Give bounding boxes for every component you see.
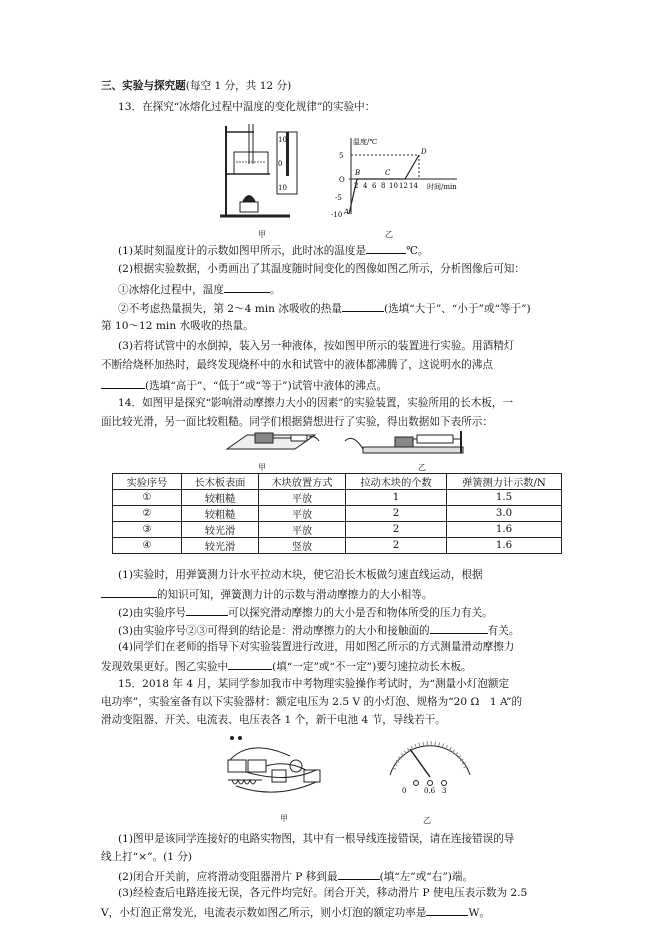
section-header [101, 79, 291, 93]
q14-part2: (2)由实验序号 可以探究滑动摩擦力的大小是否和物体所受的压力有关。 [118, 604, 493, 620]
q14-part3: (3)由实验序号②③可得到的结论是：滑动摩擦力的大小和接触面的 有关。 [118, 622, 519, 638]
q14-answer-blank-3[interactable] [430, 622, 488, 634]
table-row [113, 522, 562, 538]
q15-fig-jia-label: 甲 [280, 814, 288, 823]
q14-part4-line2: 发现效果更好。图乙实验中 (填“一定”或“不一定”)要匀速拉动长木板。 [101, 658, 472, 674]
q14-friction-fig-jia [225, 425, 325, 459]
q15-stem-line3: 滑动变阻器、开关、电流表、电压表各 1 个，新干电池 4 节，导线若干。 [101, 714, 446, 726]
table-cell: 1.6 [447, 522, 562, 538]
graph-point-b: B [355, 169, 361, 177]
table-header: 拉动木块的个数 [346, 474, 447, 490]
q15-fig-yi-label: 乙 [423, 816, 431, 825]
q13-part3-line1: (3)若将试管中的水倒掉，装入另一种液体，按如图甲所示的装置进行实验。用酒精灯 [118, 340, 515, 352]
thermo-tick-bottom: 10 [278, 184, 287, 192]
table-row [113, 490, 562, 506]
q14-fig-jia-label: 甲 [258, 463, 266, 472]
meter-terminal-06: 0.6 [424, 787, 436, 795]
graph-xtick-6: 6 [372, 182, 377, 190]
table-cell: 平放 [259, 506, 346, 522]
table-row [113, 506, 562, 522]
q13-apparatus-figure [220, 118, 300, 228]
q15-stem-line2: 电功率”，实验室备有以下实验器材：额定电压为 2.5 V 的小灯泡、规格为“20 Ω 1 A”的 [101, 696, 523, 708]
graph-ytick-5: 5 [339, 152, 344, 160]
q14-fig-yi-label: 乙 [418, 463, 426, 472]
table-cell: ① [113, 490, 182, 506]
graph-xtick-10: 10 [389, 182, 398, 190]
q13-answer-blank-2[interactable] [224, 281, 270, 293]
graph-ylabel: 温度/℃ [353, 138, 378, 146]
meter-terminal-neg: 0 [402, 787, 407, 795]
q13-answer-blank-3[interactable] [342, 300, 384, 312]
table-header: 实验序号 [113, 474, 182, 490]
q13-fig-jia-label: 甲 [258, 230, 266, 239]
table-cell: 1.6 [447, 538, 562, 554]
table-header-row [113, 474, 562, 490]
q13-part2-intro: (2)根据实验数据，小勇画出了其温度随时间变化的图像如图乙所示，分析图像后可知： [118, 263, 525, 275]
q13-part3-line2: 不断给烧杯加热时，最终发现烧杯中的水和试管中的液体都沸腾了，这说明水的沸点 [101, 359, 493, 371]
graph-xtick-12: 12 [399, 182, 408, 190]
q13-part2-item1: ①冰熔化过程中，温度 。 [118, 281, 281, 297]
table-cell: 1 [346, 490, 447, 506]
q15-circuit-figure [222, 730, 332, 810]
q14-data-table [112, 473, 562, 554]
table-cell: 3.0 [447, 506, 562, 522]
thermo-tick-mid: 0 [278, 160, 283, 168]
graph-point-d: D [421, 148, 427, 156]
table-cell: 平放 [259, 522, 346, 538]
table-cell: 平放 [259, 490, 346, 506]
q15-answer-blank-2[interactable] [426, 904, 468, 916]
q14-answer-blank-2[interactable] [186, 604, 228, 616]
graph-xtick-8: 8 [381, 182, 386, 190]
graph-ytick-neg5: -5 [335, 194, 342, 202]
table-cell: 1.5 [447, 490, 562, 506]
graph-xlabel: 时间/min [427, 183, 457, 191]
graph-xtick-2: 2 [354, 182, 359, 190]
q13-temperature-graph [325, 134, 465, 229]
q15-answer-blank-1[interactable] [338, 868, 380, 880]
table-cell: 较粗糙 [182, 506, 259, 522]
table-row [113, 538, 562, 554]
table-header: 木块放置方式 [259, 474, 346, 490]
q14-stem-line1: 14．如图甲是探究“影响滑动摩擦力大小的因素”的实验装置，实验所用的长木板，一 [118, 397, 514, 409]
q14-friction-fig-yi [345, 427, 465, 461]
q14-part1-line1: (1)实验时，用弹簧测力计水平拉动木块，使它沿长木板做匀速直线运动，根据 [118, 569, 483, 581]
table-header: 弹簧测力计示数/N [447, 474, 562, 490]
q15-stem-line1: 15．2018 年 4 月，某同学参加我市中考物理实验操作考试时，为“测量小灯泡额定 [118, 678, 510, 690]
table-cell: 2 [346, 506, 447, 522]
q14-part4-line1: (4)同学们在老师的指导下对实验装置进行改进，用如图乙所示的方式测量滑动摩擦力 [118, 641, 515, 653]
table-cell: 竖放 [259, 538, 346, 554]
graph-point-a: A [344, 208, 350, 216]
thermo-tick-top: 10 [278, 136, 287, 144]
graph-ytick-neg10: -10 [331, 211, 343, 219]
table-cell: 2 [346, 522, 447, 538]
graph-xtick-4: 4 [363, 182, 368, 190]
table-cell: ② [113, 506, 182, 522]
q13-part2-item2-cont: 第 10～12 min 水吸收的热量。 [101, 320, 254, 332]
q14-answer-blank-4[interactable] [228, 658, 272, 670]
meter-terminal-3: 3 [442, 787, 447, 795]
graph-xtick-14: 14 [409, 182, 418, 190]
q13-part1: (1)某时刻温度计的示数如图甲所示，此时冰的温度是 ℃。 [118, 242, 429, 258]
q14-stem-line2: 面比较光滑，另一面比较粗糙。同学们根据猜想进行了实验，得出数据如下表所示： [101, 416, 493, 428]
table-cell: 2 [346, 538, 447, 554]
q15-part1-line1: (1)图甲是该同学连接好的电路实物图，其中有一根导线连接错误，请在连接错误的导 [118, 833, 515, 845]
table-cell: 较光滑 [182, 538, 259, 554]
table-cell: ③ [113, 522, 182, 538]
q13-answer-blank-4[interactable] [101, 377, 145, 389]
q14-answer-blank-1[interactable] [101, 586, 157, 598]
q13-answer-blank-1[interactable] [366, 242, 406, 254]
section-title: 三、实验与探究题 [101, 80, 186, 92]
q13-fig-yi-label: 乙 [385, 230, 393, 239]
q13-part3-line3: (选填“高于”、“低于”或“等于”)试管中液体的沸点。 [101, 377, 387, 393]
table-cell: 较粗糙 [182, 490, 259, 506]
q13-part2-item2: ②不考虑热量损失，第 2～4 min 冰吸收的热量 (选填“大于”、“小于”或“等于”) [118, 300, 531, 316]
section-note: (每空 1 分，共 12 分) [185, 80, 292, 92]
q14-part1-line2: 的知识可知，弹簧测力计的示数与滑动摩擦力的大小相等。 [101, 586, 432, 602]
q15-ammeter-figure [380, 735, 480, 795]
q15-part3-line2: V，小灯泡正常发光，电流表示数如图乙所示，则小灯泡的额定功率是 W。 [101, 904, 490, 920]
q13-stem: 13．在探究“冰熔化过程中温度的变化规律”的实验中： [118, 101, 376, 113]
graph-origin: O [339, 176, 345, 184]
table-cell: 较光滑 [182, 522, 259, 538]
table-cell: ④ [113, 538, 182, 554]
q15-part2: (2)闭合开关前，应将滑动变阻器滑片 P 移到最 (填“左”或“右”)端。 [118, 868, 473, 884]
graph-point-c: C [385, 169, 391, 177]
table-header: 长木板表面 [182, 474, 259, 490]
q15-part3-line1: (3)经检查后电路连接无误，各元件均完好。闭合开关，移动滑片 P 使电压表示数为 2.5 [118, 887, 528, 899]
q15-part1-line2: 线上打“×”。(1 分) [101, 851, 193, 863]
